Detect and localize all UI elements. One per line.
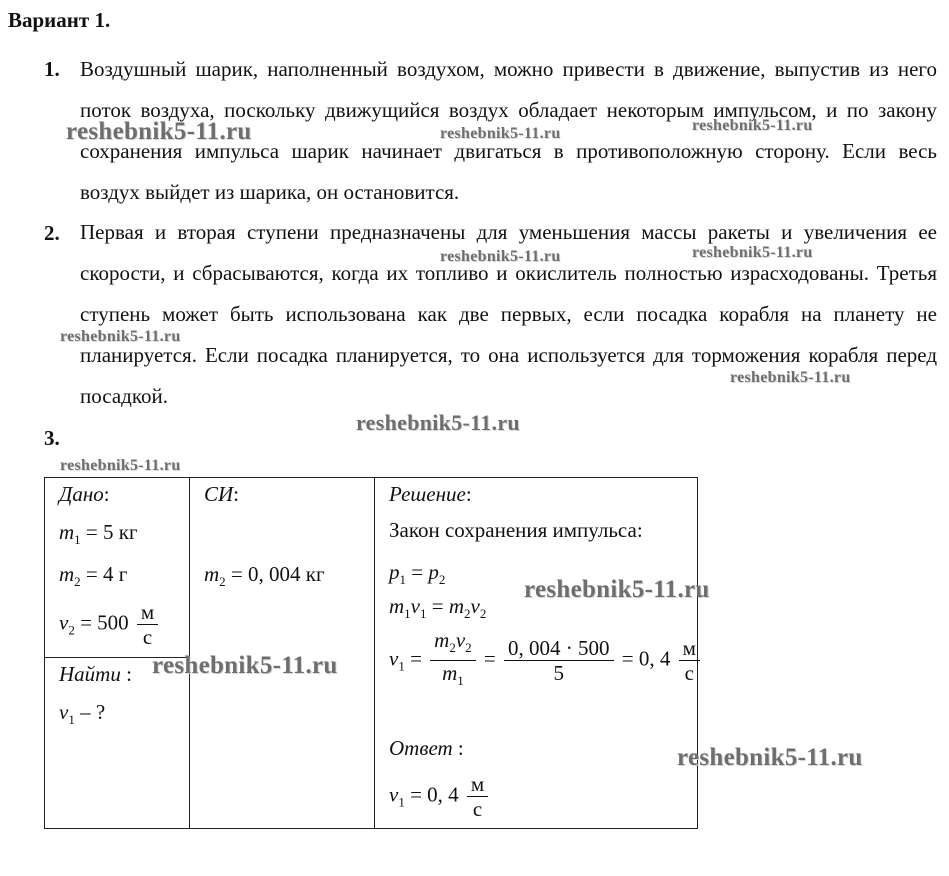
value-fraction: $\frac{0, 004 \cdot 500}{5}$ [504, 636, 614, 685]
equation-2: $m_1v_1 = m_2v_2$ [389, 594, 487, 621]
law-text: Закон сохранения импульса: [389, 518, 643, 542]
unit-fraction: $\frac{м}{с}$ [679, 636, 700, 685]
given-header: Дано [59, 482, 104, 506]
find-cell: Найти : $v_1$ – ? [45, 657, 190, 829]
question-3-number: 3. [44, 426, 60, 450]
find-header: Найти [59, 661, 121, 686]
answer-header: Ответ [389, 736, 453, 760]
watermark: reshebnik5-11.ru [152, 652, 338, 679]
watermark: reshebnik5-11.ru [440, 125, 561, 142]
watermark: reshebnik5-11.ru [677, 744, 863, 771]
question-1-number: 1. [44, 57, 60, 81]
given-m2: $m_2 = 4$ г [59, 562, 128, 589]
watermark: reshebnik5-11.ru [60, 328, 181, 345]
watermark: reshebnik5-11.ru [692, 117, 813, 134]
unit-fraction: $\frac{м}{с}$ [467, 772, 488, 821]
watermark: reshebnik5-11.ru [60, 457, 181, 474]
given-cell: Дано: $m_1 = 5$ кг $m_2 = 4$ г $v_2 = 500$ $\frac{м}{с}$ [45, 478, 190, 658]
formula-fraction: $\frac{m_2v_2}{m_1}$ [430, 628, 476, 693]
si-m2: $m_2 = 0$, 004 кг [204, 562, 325, 589]
page-title: Вариант 1. [8, 8, 111, 32]
answer-formula: $v_1 = 0$, 4 $\frac{м}{с}$ [389, 772, 491, 821]
watermark: reshebnik5-11.ru [524, 576, 710, 603]
unit-fraction: $\frac{м}{с}$ [137, 600, 158, 649]
equation-3: $v_1$ = $\frac{m_2v_2}{m_1}$ = $\frac{0, 004 \cdot 500}{5}$ = 0, 4 $\frac{м}{с}$ [389, 628, 703, 693]
question-2-number: 2. [44, 221, 60, 245]
question-1-text: Воздушный шарик, наполненный воздухом, можно привести в движение, выпустив из него поток воздуха, поскольку движущийся воздух обладает некоторым импульсом, и по закону сохранения импульса шарик начинает двигаться в противоположную сторону. Если весь воздух выйдет из шарика, он остановится. [80, 57, 937, 204]
solution-table [44, 477, 698, 829]
watermark: reshebnik5-11.ru [730, 369, 851, 386]
si-cell: СИ: $m_2 = 0$, 004 кг [190, 478, 375, 829]
equation-1: $p_1 = p_2$ [389, 560, 446, 587]
given-v2: $v_2 = 500$ $\frac{м}{с}$ [59, 600, 161, 649]
watermark: reshebnik5-11.ru [66, 118, 252, 145]
watermark: reshebnik5-11.ru [356, 410, 520, 435]
find-v1: $v_1$ – ? [59, 699, 106, 727]
watermark: reshebnik5-11.ru [440, 248, 561, 265]
watermark: reshebnik5-11.ru [692, 244, 813, 261]
solution-cell: Решение: Закон сохранения импульса: $p_1 = p_2$ $m_1v_1 = m_2v_2$ $v_1$ = $\frac{m_2v_2}{m_1}$ = $\frac{0, 004 \cdot 500}{5}$ = 0, 4 $\frac{м}{с}$ Ответ : $v_1 = 0$, 4 $\frac{м}{с}$ [375, 478, 698, 829]
given-m1: $m_1 = 5$ кг [59, 520, 138, 547]
solution-header: Решение [389, 482, 466, 506]
question-2-text: Первая и вторая ступени предназначены для уменьшения массы ракеты и увеличения ее скорости, и сбрасываются, когда их топливо и окислитель полностью израсходованы. Третья ступень может быть использована как две первых, если посадка корабля на планету не планируется. Если посадка планируется, то она используется для торможения корабля перед посадкой. [80, 220, 937, 408]
si-header: СИ [204, 482, 234, 506]
